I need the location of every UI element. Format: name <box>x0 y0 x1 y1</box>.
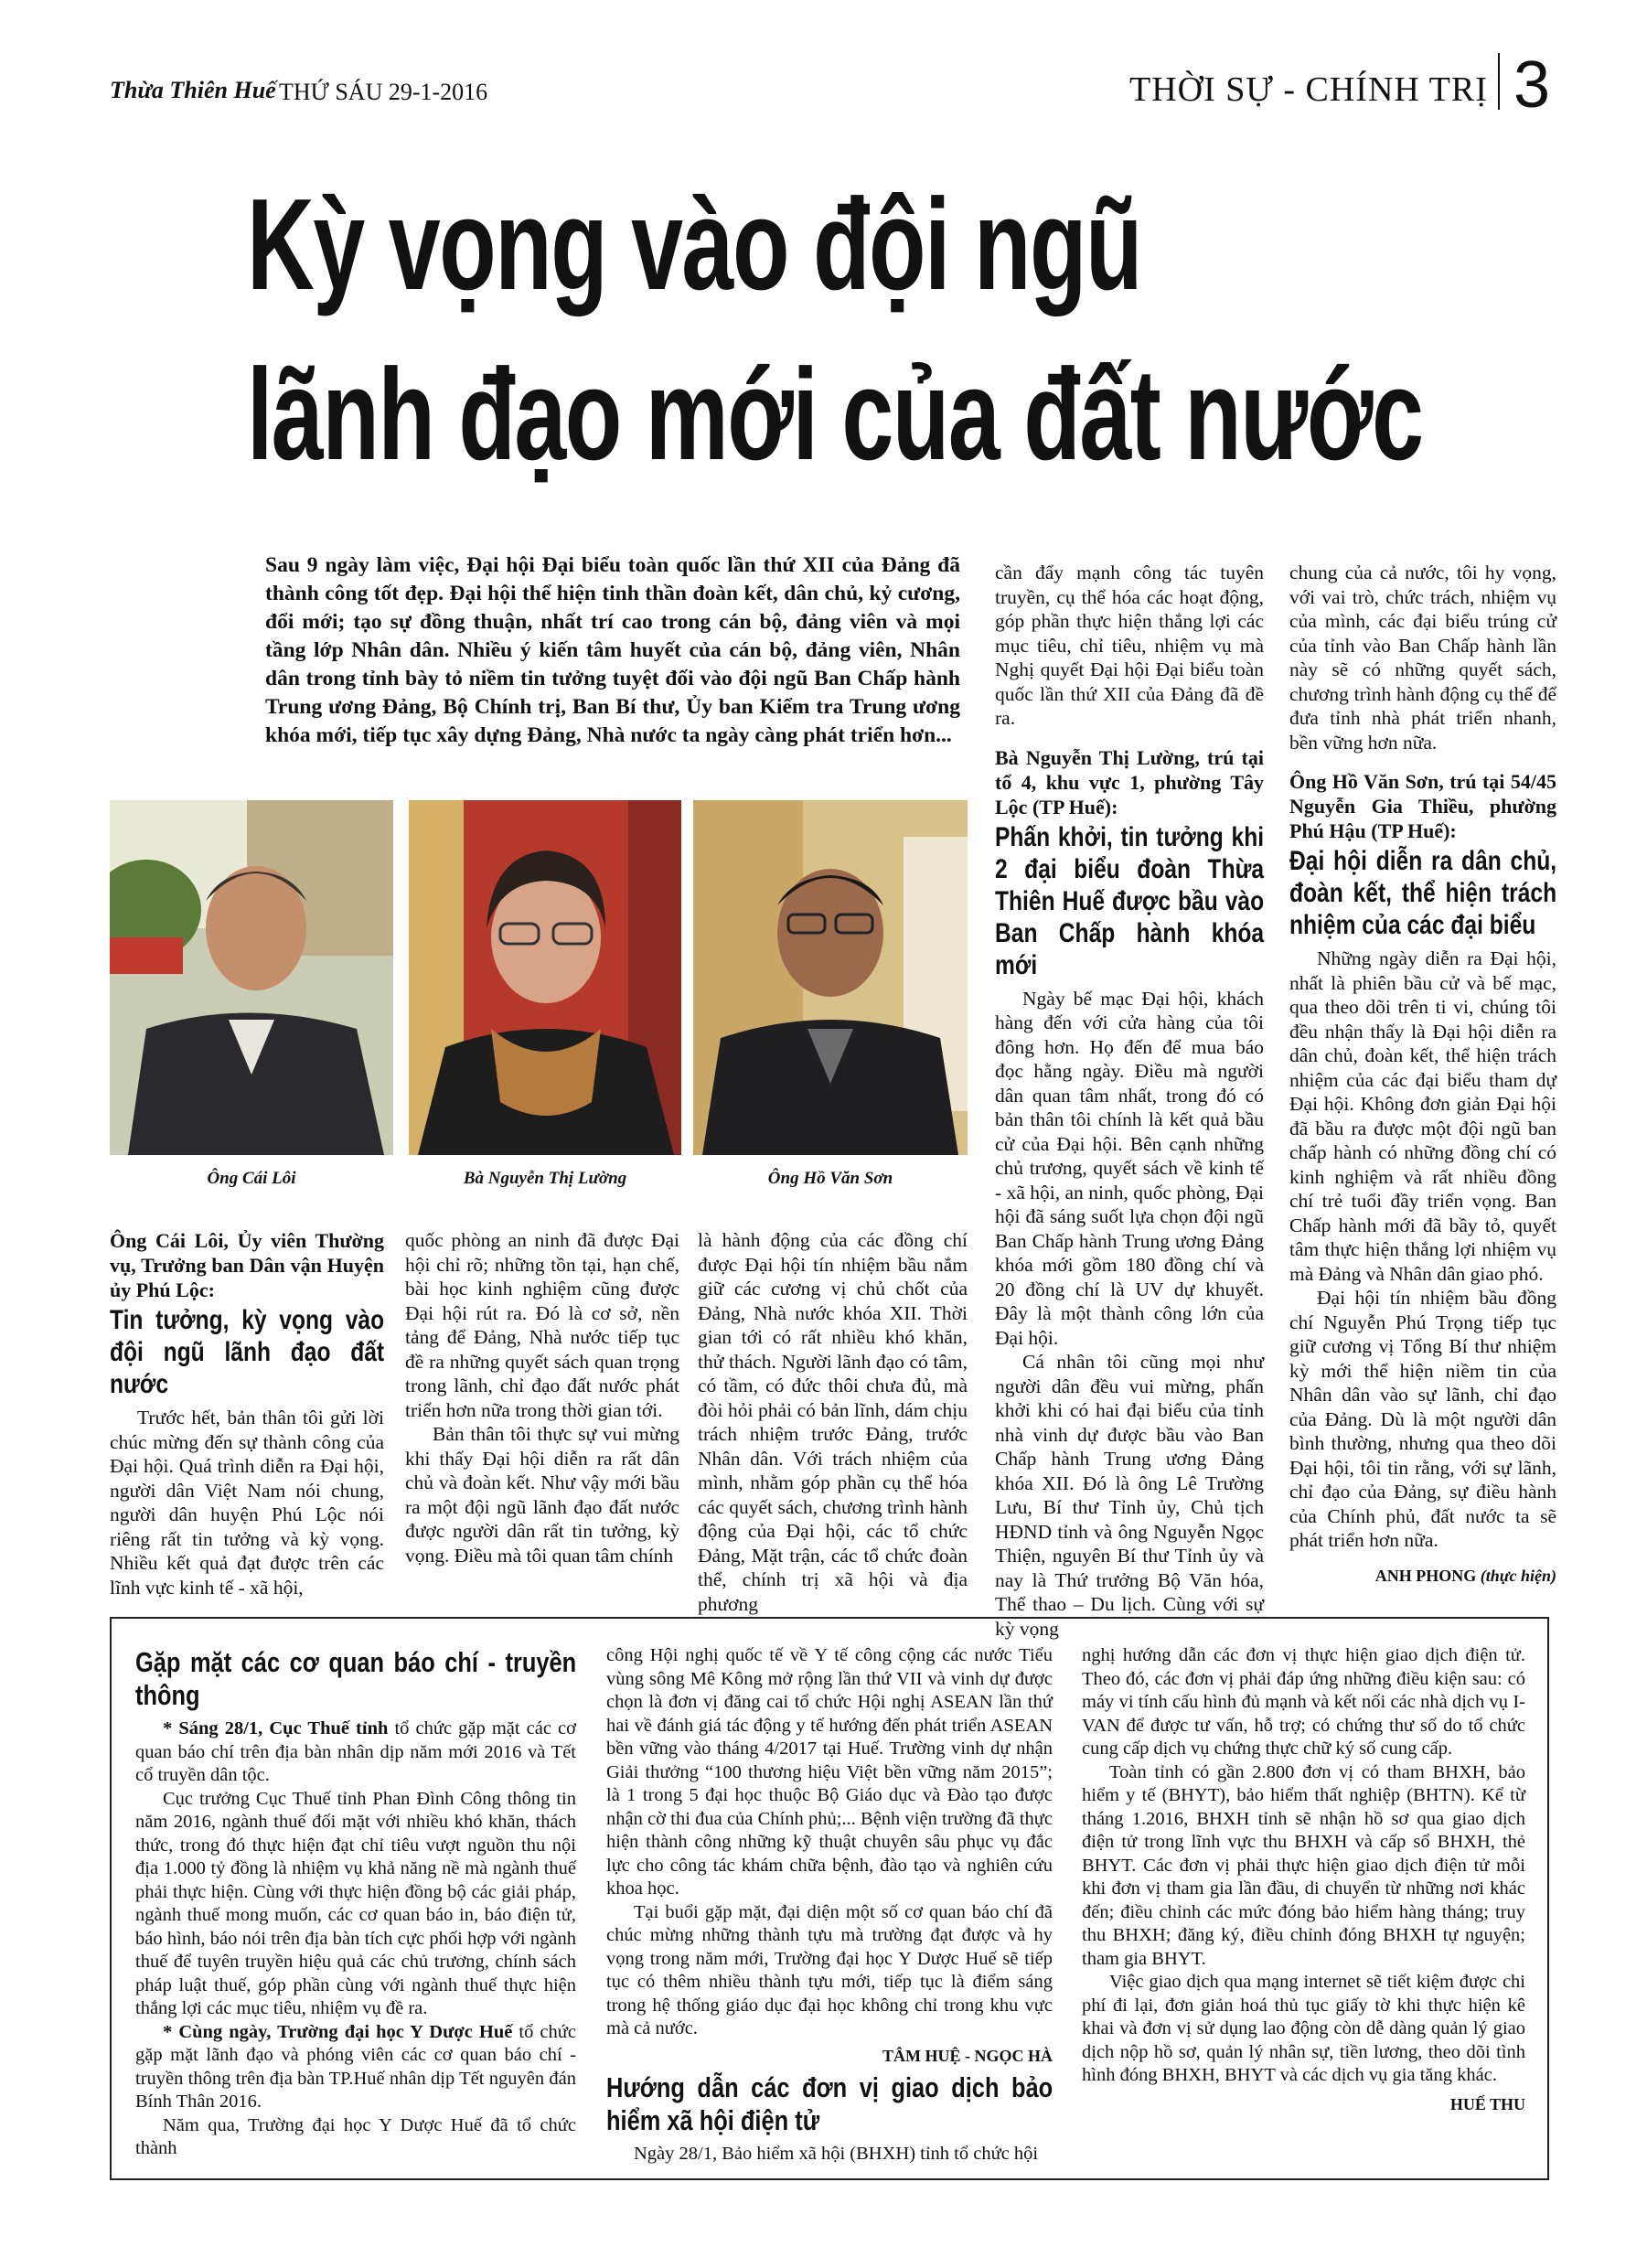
quote-headline-2: Phấn khởi, tin tưởng khi 2 đại biểu đoàn Thừa Thiên Huế được bầu vào Ban Chấp hành khóa mới <box>995 821 1265 980</box>
quote-headline-1: Tin tưởng, kỳ vọng vào đội ngũ lãnh đạo đất nước <box>110 1305 385 1399</box>
interviewee-1: Ông Cái Lôi, Ủy viên Thường vụ, Trưởng ban Dân vận Huyện ủy Phú Lộc: <box>110 1229 384 1301</box>
paragraph: Tại buổi gặp mặt, đại diện một số cơ quan báo chí đã chúc mừng những thành tựu mà trường đạt được và hy vọng trong năm mới, Trường đại học Y Dược Huế sẽ tiếp tục có thêm nhiều thành tựu mới, tiếp tục là điểm sáng trong hệ thống giáo dục đại học không chỉ trong khu vực mà cả nước. <box>606 1901 1053 2038</box>
box-column-1 <box>135 1646 576 2161</box>
paragraph: quốc phòng an ninh đã được Đại hội chỉ rõ; những tồn tại, hạn chế, bài học kinh nghiệm cũng được Đại hội rút ra. Đó là cơ sở, nền tảng để Đảng, Nhà nước tiếp tục đề ra những quyết sách quan trọng trong lãnh, chỉ đạo đất nước phát triển hơn nữa trong thời gian tới. <box>405 1229 679 1421</box>
interviewee-3: Ông Hồ Văn Sơn, trú tại 54/45 Nguyễn Gia Thiều, phường Phú Hậu (TP Huế): <box>1289 770 1556 842</box>
issue-date: THỨ SÁU 29-1-2016 <box>279 79 488 105</box>
paragraph: Cục trưởng Cục Thuế tỉnh Phan Đình Công thông tin năm 2016, ngành thuế đối mặt với nhiều khó khăn, thách thức, trong đó thực hiện đạt chỉ tiêu vượt nguồn thu nội địa 1.000 tỷ đồng là nhiệm vụ khả năng nề mà ngành thuế phải thực hiện. Cùng với thực hiện đồng bộ các giải pháp, ngành thuế mong muốn, các cơ quan báo in, báo điện tử, báo hình, báo nói trên địa bàn tích cực phối hợp với ngành thuế để tuyên truyền hiệu quả các chủ trương, chính sách pháp luật thuế, góp phần cùng với ngành thuế thực hiện thắng lợi các mục tiêu, nhiệm vụ đề ra. <box>135 1788 576 2018</box>
article-column-4 <box>995 561 1264 1641</box>
portrait-man-2-image <box>693 800 968 1155</box>
paragraph: Bản thân tôi thực sự vui mừng khi thấy Đại hội diễn ra rất dân chủ và đoàn kết. Như vậy mới bầu ra một đội ngũ lãnh đạo đất nước được người dân rất tin tưởng, kỳ vọng. Điều mà tôi quan tâm chính <box>405 1423 679 1567</box>
author-note: (thực hiện) <box>1480 1566 1556 1585</box>
photo-caption-1: Ông Cái Lôi <box>207 1169 296 1188</box>
paragraph <box>135 2021 576 2114</box>
headline <box>247 160 1423 500</box>
paragraph: nghị hướng dẫn các đơn vị thực hiện giao dịch điện tử. Theo đó, các đơn vị phải đáp ứng những điều kiện sau: có máy vi tính cấu hình đủ mạnh và kết nối các nhà dịch vụ I-VAN để được tư vấn, hỗ trợ; có chứng thư số do tổ chức cung cấp dịch vụ chứng thực chữ ký số cung cấp. <box>1082 1645 1525 1759</box>
box-signature-1: TÂM HUỆ - NGỌC HÀ <box>882 2046 1053 2065</box>
box-column-3 <box>1082 1644 1525 2116</box>
paragraph: Cá nhân tôi cũng mọi như người dân đều vui mừng, phấn khởi khi có hai đại biểu của tỉnh nhà vinh dự được bầu vào Ban Chấp hành Trung ương Đảng khóa XII. Đó là ông Lê Trường Lưu, Bí thư Tỉnh ủy, Chủ tịch HĐND tỉnh và ông Nguyễn Ngọc Thiện, nguyên Bí thư Tỉnh ủy và nay là Thứ trưởng Bộ Văn hóa, Thể thao – Du lịch. Cùng với sự kỳ vọng <box>995 1351 1264 1640</box>
portrait-man-1-image <box>110 800 393 1155</box>
paragraph: công Hội nghị quốc tế về Y tế công cộng các nước Tiểu vùng sông Mê Kông mở rộng lần thứ VII và vinh dự được chọn là đơn vị đăng cai tổ chức Hội nghị ASEAN lần thứ hai về đánh giá tác động y tế hướng đến phát triển ASEAN bền vững vào tháng 4/2017 tại Huế. Trường vinh dự nhận Giải thưởng “100 thương hiệu Việt bền vững năm 2015”; là 1 trong 5 đại học thuộc Bộ Giáo dục và Đào tạo được nhận cờ thi đua của Chính phủ;... Bệnh viện trường đã thực hiện thành công những kỹ thuật chuyên sâu phục vụ đắc lực cho công tác khám chữa bệnh, đào tạo và nghiên cứu khoa học. <box>606 1645 1053 1899</box>
paragraph: Những ngày diễn ra Đại hội, nhất là phiên bầu cử và bế mạc, qua theo dõi trên ti vi, chúng tôi đều nhận thấy là Đại hội diễn ra dân chủ, đoàn kết, thể hiện trách nhiệm của các đại biểu tham dự Đại hội. Không đơn giản Đại hội đã bầu ra được một đội ngũ ban chấp hành có những đồng chí có kinh nghiệm và rất nhiều đồng chí trẻ tuổi đầy triển vọng. Ban Chấp hành mới đã bầy tỏ, quyết tâm thực hiện thắng lợi nhiệm vụ mà Đảng và Nhân dân giao phó. <box>1289 947 1556 1285</box>
paragraph: là hành động của các đồng chí được Đại hội tín nhiệm bầu nắm giữ các cương vị chủ chốt của Đảng, Nhà nước khóa XII. Thời gian tới có rất nhiều khó khăn, thử thách. Người lãnh đạo có tâm, có tầm, có đức thôi chưa đủ, mà đòi hỏi phải có bản lĩnh, dám chịu trách nhiệm trước Đảng, trước Nhân dân. Với trách nhiệm của mình, nhằm góp phần cụ thể hóa các quyết sách, chương trình hành động của Đại hội, các tổ chức Đảng, Mặt trận, các tổ chức đoàn thể, chính trị xã hội và địa phương <box>698 1229 968 1615</box>
article-signature <box>1289 1564 1556 1589</box>
headline-line-2: lãnh đạo mới của đất nước <box>247 342 1423 487</box>
paragraph: Việc giao dịch qua mạng internet sẽ tiết kiệm được chi phí đi lại, đơn giản hoá thủ tục giấy tờ khi thực hiện kê khai và đơn vị sử dụng lao động còn dễ dàng quản lý giao dịch nộp hồ sơ, quản lý nhân sự, tiền lương, theo dõi tình hình đóng BHXH, BHYT và các dịch vụ gia tăng khác. <box>1082 1972 1525 2085</box>
paragraph: Ngày bế mạc Đại hội, khách hàng đến với cửa hàng của tôi đông hơn. Họ đến để mua báo đọc hằng ngày. Điều mà người dân quan tâm nhất, trong đó có bản thân tôi chính là kết quả bầu cử của Đại hội. Bên cạnh những chủ trương, quyết sách về kinh tế - xã hội, an ninh, quốc phòng, Đại hội đã sáng suốt lựa chọn đội ngũ Ban Chấp hành Trung ương Đảng khóa mới gồm 180 đồng chí và 20 đồng chí là UV dự khuyết. Đây là một thành công lớn của Đại hội. <box>995 987 1264 1349</box>
section-title: THỜI SỰ - CHÍNH TRỊ <box>1129 70 1488 109</box>
photo-ho-van-son <box>693 800 968 1155</box>
article-column-1 <box>110 1228 384 1599</box>
box-signature-2: HUẾ THU <box>1449 2094 1525 2113</box>
lead-paragraph: Sau 9 ngày làm việc, Đại hội Đại biểu toàn quốc lần thứ XII của Đảng đã thành công tốt đẹp. Đại hội thể hiện tinh thần đoàn kết, dân chủ, kỷ cương, đổi mới; tạo sự đồng thuận, nhất trí cao trong cán bộ, đảng viên và mọi tầng lớp Nhân dân. Nhiều ý kiến tâm huyết của cán bộ, đảng viên, Nhân dân trong tỉnh bày tỏ niềm tin tưởng tuyệt đối vào đội ngũ Ban Chấp hành Trung ương Đảng, Bộ Chính trị, Ban Bí thư, Ủy ban Kiểm tra Trung ương khóa mới, tiếp tục xây dựng Đảng, Nhà nước ta ngày càng phát triển hơn... <box>265 553 960 747</box>
quote-headline-3: Đại hội diễn ra dân chủ, đoàn kết, thể hiện trách nhiệm của các đại biểu <box>1289 846 1557 940</box>
portrait-woman-image <box>409 800 681 1155</box>
paragraph <box>135 1717 576 1788</box>
photo-nguyen-thi-luong <box>409 800 681 1155</box>
box-column-2 <box>606 1644 1053 2166</box>
paragraph: cần đẩy mạnh công tác tuyên truyền, cụ thể hóa các hoạt động, góp phần thực hiện thắng lợi các mục tiêu, chỉ tiêu, nhiệm vụ mà Nghị quyết Đại hội Đại biểu toàn quốc lần thứ XII của Đảng đã đề ra. <box>995 562 1264 729</box>
paragraph-text: tổ chức gặp mặt lãnh đạo và phóng viên các cơ quan báo chí - truyền thông trên địa bàn TP.Huế nhân dịp Tết nguyên đán Bính Thân 2016. <box>135 2021 576 2112</box>
photo-caption-3: Ông Hồ Văn Sơn <box>767 1169 893 1188</box>
paragraph: Năm qua, Trường đại học Y Dược Huế đã tổ chức thành <box>135 2114 576 2158</box>
box-title-press-meeting: Gặp mặt các cơ quan báo chí - truyền thông <box>135 1646 577 1711</box>
page-number: 3 <box>1513 48 1551 122</box>
box-title-social-insurance: Hướng dẫn các đơn vị giao dịch bảo hiểm xã hội điện tử <box>606 2071 1053 2136</box>
article-column-5 <box>1289 561 1556 1588</box>
article-column-2 <box>405 1228 679 1567</box>
paragraph: Đại hội tín nhiệm bầu đồng chí Nguyễn Phú Trọng tiếp tục giữ cương vị Tổng Bí thư nhiệm kỳ mới thể hiện niềm tin của Nhân dân vào sự lãnh, chỉ đạo của Đảng. Dù là một người dân bình thường, nhưng qua theo dõi Đại hội, tôi tin rằng, với sự lãnh, chỉ đạo của Đảng, sự điều hành của Chính phủ, đất nước ta sẽ phát triển hơn nữa. <box>1289 1287 1556 1551</box>
photo-caption-2: Bà Nguyễn Thị Lường <box>463 1169 627 1188</box>
lead-in: * Cùng ngày, Trường đại học Y Dược Huế <box>163 2021 513 2042</box>
paragraph: Ngày 28/1, Bảo hiểm xã hội (BHXH) tỉnh tổ chức hội <box>634 2144 1039 2164</box>
paragraph: Toàn tỉnh có gần 2.800 đơn vị có tham BHXH, bảo hiểm y tế (BHYT), bảo hiểm thất nghiệp (BHTN). Kể từ tháng 1.2016, BHXH tỉnh sẽ nhận hồ sơ qua giao dịch điện tử trong lĩnh vực thu BHXH và cấp sổ BHXH, thẻ BHYT. Các đơn vị phải thực hiện giao dịch điện tử mỗi khi đơn vị tham gia lần đầu, di chuyển từ những nơi khác đến; điều chỉnh các mức đóng bảo hiểm hàng tháng; truy thu BHXH; đăng ký, điều chỉnh đóng BHXH tự nguyện; tham gia BHYT. <box>1082 1761 1525 1969</box>
lead-in: * Sáng 28/1, Cục Thuế tỉnh <box>163 1718 389 1738</box>
author-name: ANH PHONG <box>1374 1566 1477 1585</box>
headline-line-1: Kỳ vọng vào đội ngũ <box>247 172 1142 317</box>
photo-cai-loi <box>110 800 393 1155</box>
header-divider <box>1498 53 1500 110</box>
paragraph-text: tổ chức gặp mặt các cơ quan báo chí trên địa bàn nhân dịp năm mới 2016 và Tết cổ truyền dân tộc. <box>135 1718 576 1785</box>
paragraph: chung của cả nước, tôi hy vọng, với vai trò, chức trách, nhiệm vụ của mình, các đại biểu trúng cử của tỉnh vào Ban Chấp hành lần này sẽ có những quyết sách, chương trình hành động cụ thể để đưa tỉnh nhà phát triển nhanh, bền vững hơn nữa. <box>1289 562 1556 754</box>
paragraph: Trước hết, bản thân tôi gửi lời chúc mừng đến sự thành công của Đại hội. Quá trình diễn ra Đại hội, người dân Việt Nam nói chung, người dân huyện Phú Lộc nói riêng rất tin tưởng và kỳ vọng. Nhiều kết quả đạt được trên các lĩnh vực kinh tế - xã hội, <box>110 1407 384 1599</box>
article-column-3 <box>698 1228 968 1616</box>
newspaper-name: Thừa Thiên Huế <box>110 77 276 103</box>
interviewee-2: Bà Nguyễn Thị Lường, trú tại tổ 4, khu vực 1, phường Tây Lộc (TP Huế): <box>995 745 1264 818</box>
